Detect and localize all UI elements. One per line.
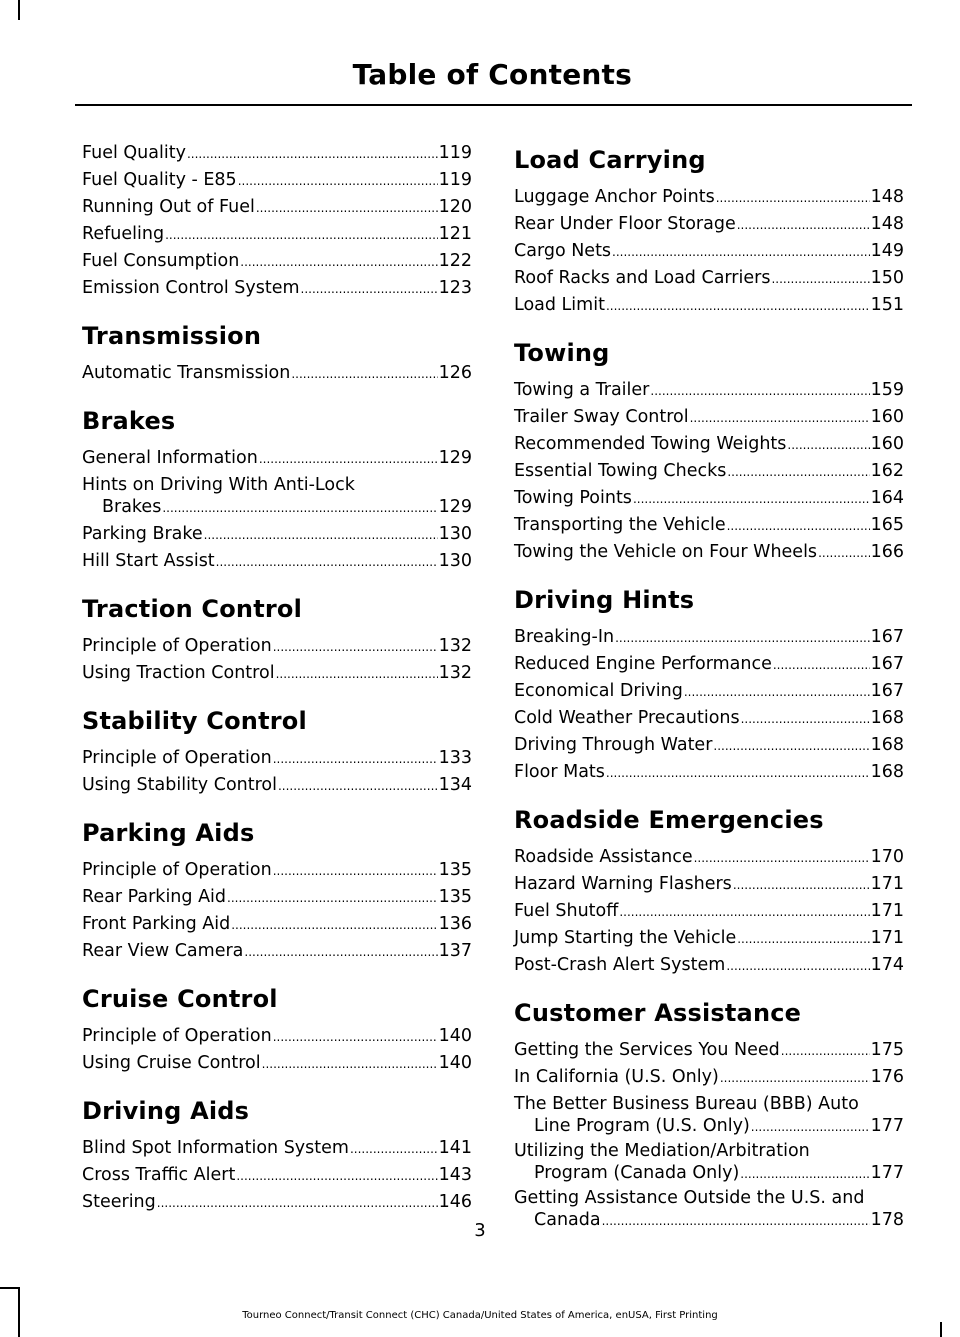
dot-leader: [606, 759, 870, 786]
dot-leader: [240, 248, 437, 275]
toc-entry-page: 167: [870, 681, 904, 701]
toc-entry-rear-parking-aid[interactable]: [82, 884, 472, 911]
dot-leader: [291, 360, 437, 387]
toc-entry-page: 177: [870, 1163, 904, 1183]
toc-entry-page: 166: [870, 542, 904, 562]
toc-entry-page: 140: [438, 1053, 472, 1073]
toc-entry-title: Parking Brake: [82, 524, 203, 544]
toc-entry-title: Principle of Operation: [82, 748, 272, 768]
dot-leader: [619, 898, 869, 925]
toc-entry-title: Running Out of Fuel: [82, 197, 255, 217]
dot-leader: [650, 377, 869, 404]
dot-leader: [236, 1162, 437, 1189]
toc-entry-title: Principle of Operation: [82, 860, 272, 880]
dot-leader: [690, 404, 870, 431]
toc-entry-page: 135: [438, 860, 472, 880]
toc-entry-page: 171: [870, 901, 904, 921]
toc-entry-title: Rear Parking Aid: [82, 887, 227, 907]
dot-leader: [350, 1135, 438, 1162]
toc-entry-page: 143: [438, 1165, 472, 1185]
toc-left-column: [82, 140, 472, 1216]
toc-entry-title: Economical Driving: [514, 681, 683, 701]
toc-entry-driving-through-water[interactable]: [514, 732, 904, 759]
toc-entry-luggage-anchor-points[interactable]: [514, 184, 904, 211]
toc-entry-title: Towing a Trailer: [514, 380, 650, 400]
dot-leader: [227, 884, 438, 911]
toc-right-column: [514, 140, 904, 1234]
toc-entry-title: Jump Starting the Vehicle: [514, 928, 737, 948]
toc-entry-page: 141: [438, 1138, 472, 1158]
toc-entry-page: 150: [870, 268, 904, 288]
toc-entry-getting-the-services-you-need[interactable]: [514, 1037, 904, 1064]
toc-entry-title: Trailer Sway Control: [514, 407, 689, 427]
dot-leader: [204, 521, 438, 548]
toc-entry-page: 167: [870, 654, 904, 674]
toc-entry-title: Hazard Warning Flashers: [514, 874, 732, 894]
toc-entry-rear-view-camera[interactable]: [82, 938, 472, 965]
dot-leader: [737, 211, 870, 238]
dot-leader: [259, 445, 438, 472]
toc-entry-principle-of-operation[interactable]: [82, 633, 472, 660]
dot-leader: [751, 1115, 870, 1138]
toc-entry-using-stability-control[interactable]: [82, 772, 472, 799]
toc-entry-title: Automatic Transmission: [82, 363, 291, 383]
toc-entry-general-information[interactable]: [82, 445, 472, 472]
toc-entry-running-out-of-fuel[interactable]: [82, 194, 472, 221]
toc-entry-title: Hill Start Assist: [82, 551, 215, 571]
dot-leader: [276, 660, 438, 687]
toc-entry-hazard-warning-flashers[interactable]: [514, 871, 904, 898]
toc-entry-load-limit[interactable]: [514, 292, 904, 319]
section-heading-stability-control: Stability Control: [82, 707, 307, 735]
toc-entry-title: Fuel Quality: [82, 143, 186, 163]
toc-entry-title: Rear Under Floor Storage: [514, 214, 736, 234]
toc-entry-title: Cargo Nets: [514, 241, 612, 261]
crop-mark-top-left: [18, 0, 20, 20]
toc-entry-title: Using Traction Control: [82, 663, 275, 683]
dot-leader: [216, 548, 438, 575]
toc-entry-cold-weather-precautions[interactable]: [514, 705, 904, 732]
toc-entry-page: 129: [438, 448, 472, 468]
dot-leader: [727, 512, 870, 539]
dot-leader: [773, 651, 870, 678]
dot-leader: [720, 1064, 870, 1091]
toc-entry-page: 126: [438, 363, 472, 383]
section-heading-roadside-emergencies: Roadside Emergencies: [514, 806, 824, 834]
toc-entry-page: 174: [870, 955, 904, 975]
dot-leader: [606, 292, 870, 319]
section-heading-transmission: Transmission: [82, 322, 262, 350]
dot-leader: [633, 485, 870, 512]
section-heading-towing: Towing: [514, 339, 610, 367]
toc-entry-title: Essential Towing Checks: [514, 461, 727, 481]
toc-entry-page: 136: [438, 914, 472, 934]
dot-leader: [818, 539, 870, 566]
toc-entry-roadside-assistance[interactable]: [514, 844, 904, 871]
toc-entry-page: 170: [870, 847, 904, 867]
toc-entry-title: Towing the Vehicle on Four Wheels: [514, 542, 818, 562]
toc-entry-title: Rear View Camera: [82, 941, 244, 961]
dot-leader: [787, 431, 869, 458]
dot-leader: [157, 1189, 438, 1216]
toc-entry-page: 148: [870, 214, 904, 234]
dot-leader: [273, 1023, 438, 1050]
toc-entry-fuel-quality[interactable]: [82, 140, 472, 167]
toc-entry-blind-spot-information-system[interactable]: [82, 1135, 472, 1162]
toc-entry-parking-brake[interactable]: [82, 521, 472, 548]
toc-entry-title: Principle of Operation: [82, 1026, 272, 1046]
crop-mark-bottom-left-h: [0, 1287, 18, 1289]
dot-leader: [244, 938, 437, 965]
toc-entry-using-traction-control[interactable]: [82, 660, 472, 687]
toc-entry-title-line1: Hints on Driving With Anti-Lock: [82, 475, 355, 495]
toc-entry-title-line2: Canada: [534, 1210, 601, 1230]
toc-entry-reduced-engine-performance[interactable]: [514, 651, 904, 678]
dot-leader: [165, 221, 438, 248]
toc-entry-title-line1: Getting Assistance Outside the U.S. and: [514, 1188, 865, 1208]
toc-entry-page: 165: [870, 515, 904, 535]
dot-leader: [262, 1050, 438, 1077]
toc-entry-title: Steering: [82, 1192, 156, 1212]
toc-entry-rear-under-floor-storage[interactable]: [514, 211, 904, 238]
toc-entry-page: 177: [870, 1116, 904, 1136]
toc-entry-title: Luggage Anchor Points: [514, 187, 715, 207]
toc-entry-page: 171: [870, 928, 904, 948]
toc-entry-fuel-shutoff[interactable]: [514, 898, 904, 925]
toc-entry-title: Reduced Engine Performance: [514, 654, 772, 674]
toc-entry-title: Cross Traffic Alert: [82, 1165, 236, 1185]
toc-entry-hill-start-assist[interactable]: [82, 548, 472, 575]
toc-entry-towing-the-vehicle-on-four-wheels[interactable]: [514, 539, 904, 566]
toc-entry-essential-towing-checks[interactable]: [514, 458, 904, 485]
toc-entry-title-line2: Brakes: [102, 497, 162, 517]
toc-entry-title-line1: Utilizing the Mediation/Arbitration: [514, 1141, 810, 1161]
toc-entry-page: 123: [438, 278, 472, 298]
toc-entry-post-crash-alert-system[interactable]: [514, 952, 904, 979]
toc-entry-emission-control-system[interactable]: [82, 275, 472, 302]
toc-entry-utilizing-the-mediation-arbitration-program-canada-only[interactable]: [514, 1140, 904, 1185]
toc-entry-breaking-in[interactable]: [514, 624, 904, 651]
toc-entry-the-better-business-bureau-bbb-auto-line-program-u-s-only[interactable]: [514, 1093, 904, 1138]
toc-entry-title: Fuel Consumption: [82, 251, 240, 271]
dot-leader: [162, 496, 437, 519]
toc-entry-refueling[interactable]: [82, 221, 472, 248]
toc-entry-steering[interactable]: [82, 1189, 472, 1216]
toc-entry-page: 160: [870, 407, 904, 427]
dot-leader: [740, 1162, 869, 1185]
toc-entry-title: Using Stability Control: [82, 775, 277, 795]
toc-entry-page: 178: [870, 1210, 904, 1230]
dot-leader: [612, 238, 870, 265]
toc-entry-in-california-u-s-only[interactable]: [514, 1064, 904, 1091]
dot-leader: [278, 772, 438, 799]
toc-entry-title-line2: Program (Canada Only): [534, 1163, 740, 1183]
toc-entry-page: 130: [438, 551, 472, 571]
toc-entry-front-parking-aid[interactable]: [82, 911, 472, 938]
dot-leader: [231, 911, 437, 938]
dot-leader: [694, 844, 870, 871]
toc-entry-page: 168: [870, 708, 904, 728]
toc-entry-page: 162: [870, 461, 904, 481]
toc-entry-page: 121: [438, 224, 472, 244]
toc-entry-title: Getting the Services You Need: [514, 1040, 780, 1060]
dot-leader: [256, 194, 438, 221]
dot-leader: [726, 952, 869, 979]
toc-entry-towing-points[interactable]: [514, 485, 904, 512]
toc-entry-trailer-sway-control[interactable]: [514, 404, 904, 431]
toc-entry-title: Refueling: [82, 224, 165, 244]
toc-entry-page: 146: [438, 1192, 472, 1212]
toc-entry-recommended-towing-weights[interactable]: [514, 431, 904, 458]
toc-entry-title: Roof Racks and Load Carriers: [514, 268, 771, 288]
toc-entry-hints-on-driving-with-anti-lock-brakes[interactable]: [82, 474, 472, 519]
toc-entry-transporting-the-vehicle[interactable]: [514, 512, 904, 539]
toc-entry-page: 140: [438, 1026, 472, 1046]
toc-entry-page: 120: [438, 197, 472, 217]
toc-entry-title: Driving Through Water: [514, 735, 713, 755]
toc-entry-page: 119: [438, 143, 472, 163]
toc-entry-page: 164: [870, 488, 904, 508]
dot-leader: [733, 871, 870, 898]
toc-entry-page: 130: [438, 524, 472, 544]
dot-leader: [727, 458, 869, 485]
toc-entry-cargo-nets[interactable]: [514, 238, 904, 265]
toc-entry-towing-a-trailer[interactable]: [514, 377, 904, 404]
toc-entry-title: Towing Points: [514, 488, 632, 508]
dot-leader: [737, 925, 869, 952]
toc-entry-title: Blind Spot Information System: [82, 1138, 349, 1158]
dot-leader: [615, 624, 870, 651]
toc-entry-title-line1: The Better Business Bureau (BBB) Auto: [514, 1094, 859, 1114]
toc-entry-page: 149: [870, 241, 904, 261]
toc-entry-economical-driving[interactable]: [514, 678, 904, 705]
toc-entry-title: Transporting the Vehicle: [514, 515, 726, 535]
toc-entry-page: 160: [870, 434, 904, 454]
toc-entry-page: 176: [870, 1067, 904, 1087]
section-heading-driving-aids: Driving Aids: [82, 1097, 250, 1125]
toc-entry-page: 119: [438, 170, 472, 190]
toc-entry-title: General Information: [82, 448, 258, 468]
toc-entry-title: In California (U.S. Only): [514, 1067, 719, 1087]
toc-entry-title: Principle of Operation: [82, 636, 272, 656]
toc-entry-page: 171: [870, 874, 904, 894]
section-heading-brakes: Brakes: [82, 407, 176, 435]
dot-leader: [273, 857, 438, 884]
toc-entry-page: 168: [870, 762, 904, 782]
toc-entry-page: 122: [438, 251, 472, 271]
toc-entry-cross-traffic-alert[interactable]: [82, 1162, 472, 1189]
toc-entry-title: Load Limit: [514, 295, 605, 315]
toc-entry-automatic-transmission[interactable]: [82, 360, 472, 387]
section-heading-driving-hints: Driving Hints: [514, 586, 695, 614]
toc-entry-page: 175: [870, 1040, 904, 1060]
dot-leader: [273, 745, 438, 772]
toc-entry-page: 137: [438, 941, 472, 961]
toc-entry-principle-of-operation[interactable]: [82, 857, 472, 884]
crop-mark-bottom-right: [940, 1322, 942, 1337]
page-title: Table of Contents: [352, 58, 632, 91]
dot-leader: [741, 705, 870, 732]
page-number: 3: [474, 1220, 486, 1241]
dot-leader: [781, 1037, 870, 1064]
toc-entry-title: Fuel Shutoff: [514, 901, 619, 921]
toc-entry-roof-racks-and-load-carriers[interactable]: [514, 265, 904, 292]
toc-entry-page: 167: [870, 627, 904, 647]
toc-entry-page: 129: [438, 497, 472, 517]
toc-entry-page: 133: [438, 748, 472, 768]
section-heading-parking-aids: Parking Aids: [82, 819, 255, 847]
section-heading-traction-control: Traction Control: [82, 595, 303, 623]
toc-entry-principle-of-operation[interactable]: [82, 745, 472, 772]
dot-leader: [187, 140, 438, 167]
toc-entry-page: 134: [438, 775, 472, 795]
dot-leader: [771, 265, 869, 292]
toc-entry-page: 151: [870, 295, 904, 315]
toc-entry-fuel-quality-e85[interactable]: [82, 167, 472, 194]
toc-entry-title: Cold Weather Precautions: [514, 708, 740, 728]
toc-entry-title: Post-Crash Alert System: [514, 955, 726, 975]
toc-entry-title: Emission Control System: [82, 278, 300, 298]
title-rule: [75, 104, 912, 106]
toc-entry-using-cruise-control[interactable]: [82, 1050, 472, 1077]
dot-leader: [684, 678, 870, 705]
toc-entry-jump-starting-the-vehicle[interactable]: [514, 925, 904, 952]
toc-entry-principle-of-operation[interactable]: [82, 1023, 472, 1050]
toc-entry-floor-mats[interactable]: [514, 759, 904, 786]
dot-leader: [301, 275, 438, 302]
footer-text: Tourneo Connect/Transit Connect (CHC) Canada/United States of America, enUSA, First Printing: [242, 1310, 718, 1321]
toc-entry-page: 135: [438, 887, 472, 907]
toc-entry-title: Breaking-In: [514, 627, 615, 647]
toc-entry-page: 159: [870, 380, 904, 400]
toc-entry-page: 168: [870, 735, 904, 755]
dot-leader: [273, 633, 438, 660]
dot-leader: [713, 732, 869, 759]
section-heading-customer-assistance: Customer Assistance: [514, 999, 802, 1027]
toc-entry-title: Using Cruise Control: [82, 1053, 261, 1073]
dot-leader: [716, 184, 870, 211]
section-heading-cruise-control: Cruise Control: [82, 985, 278, 1013]
toc-entry-title: Floor Mats: [514, 762, 605, 782]
toc-entry-title: Recommended Towing Weights: [514, 434, 787, 454]
section-heading-load-carrying: Load Carrying: [514, 146, 706, 174]
dot-leader: [238, 167, 438, 194]
toc-entry-title: Front Parking Aid: [82, 914, 231, 934]
toc-entry-page: 132: [438, 636, 472, 656]
toc-entry-title-line2: Line Program (U.S. Only): [534, 1116, 750, 1136]
toc-entry-page: 148: [870, 187, 904, 207]
toc-entry-page: 132: [438, 663, 472, 683]
toc-entry-title: Roadside Assistance: [514, 847, 693, 867]
toc-entry-title: Fuel Quality - E85: [82, 170, 237, 190]
toc-entry-fuel-consumption[interactable]: [82, 248, 472, 275]
